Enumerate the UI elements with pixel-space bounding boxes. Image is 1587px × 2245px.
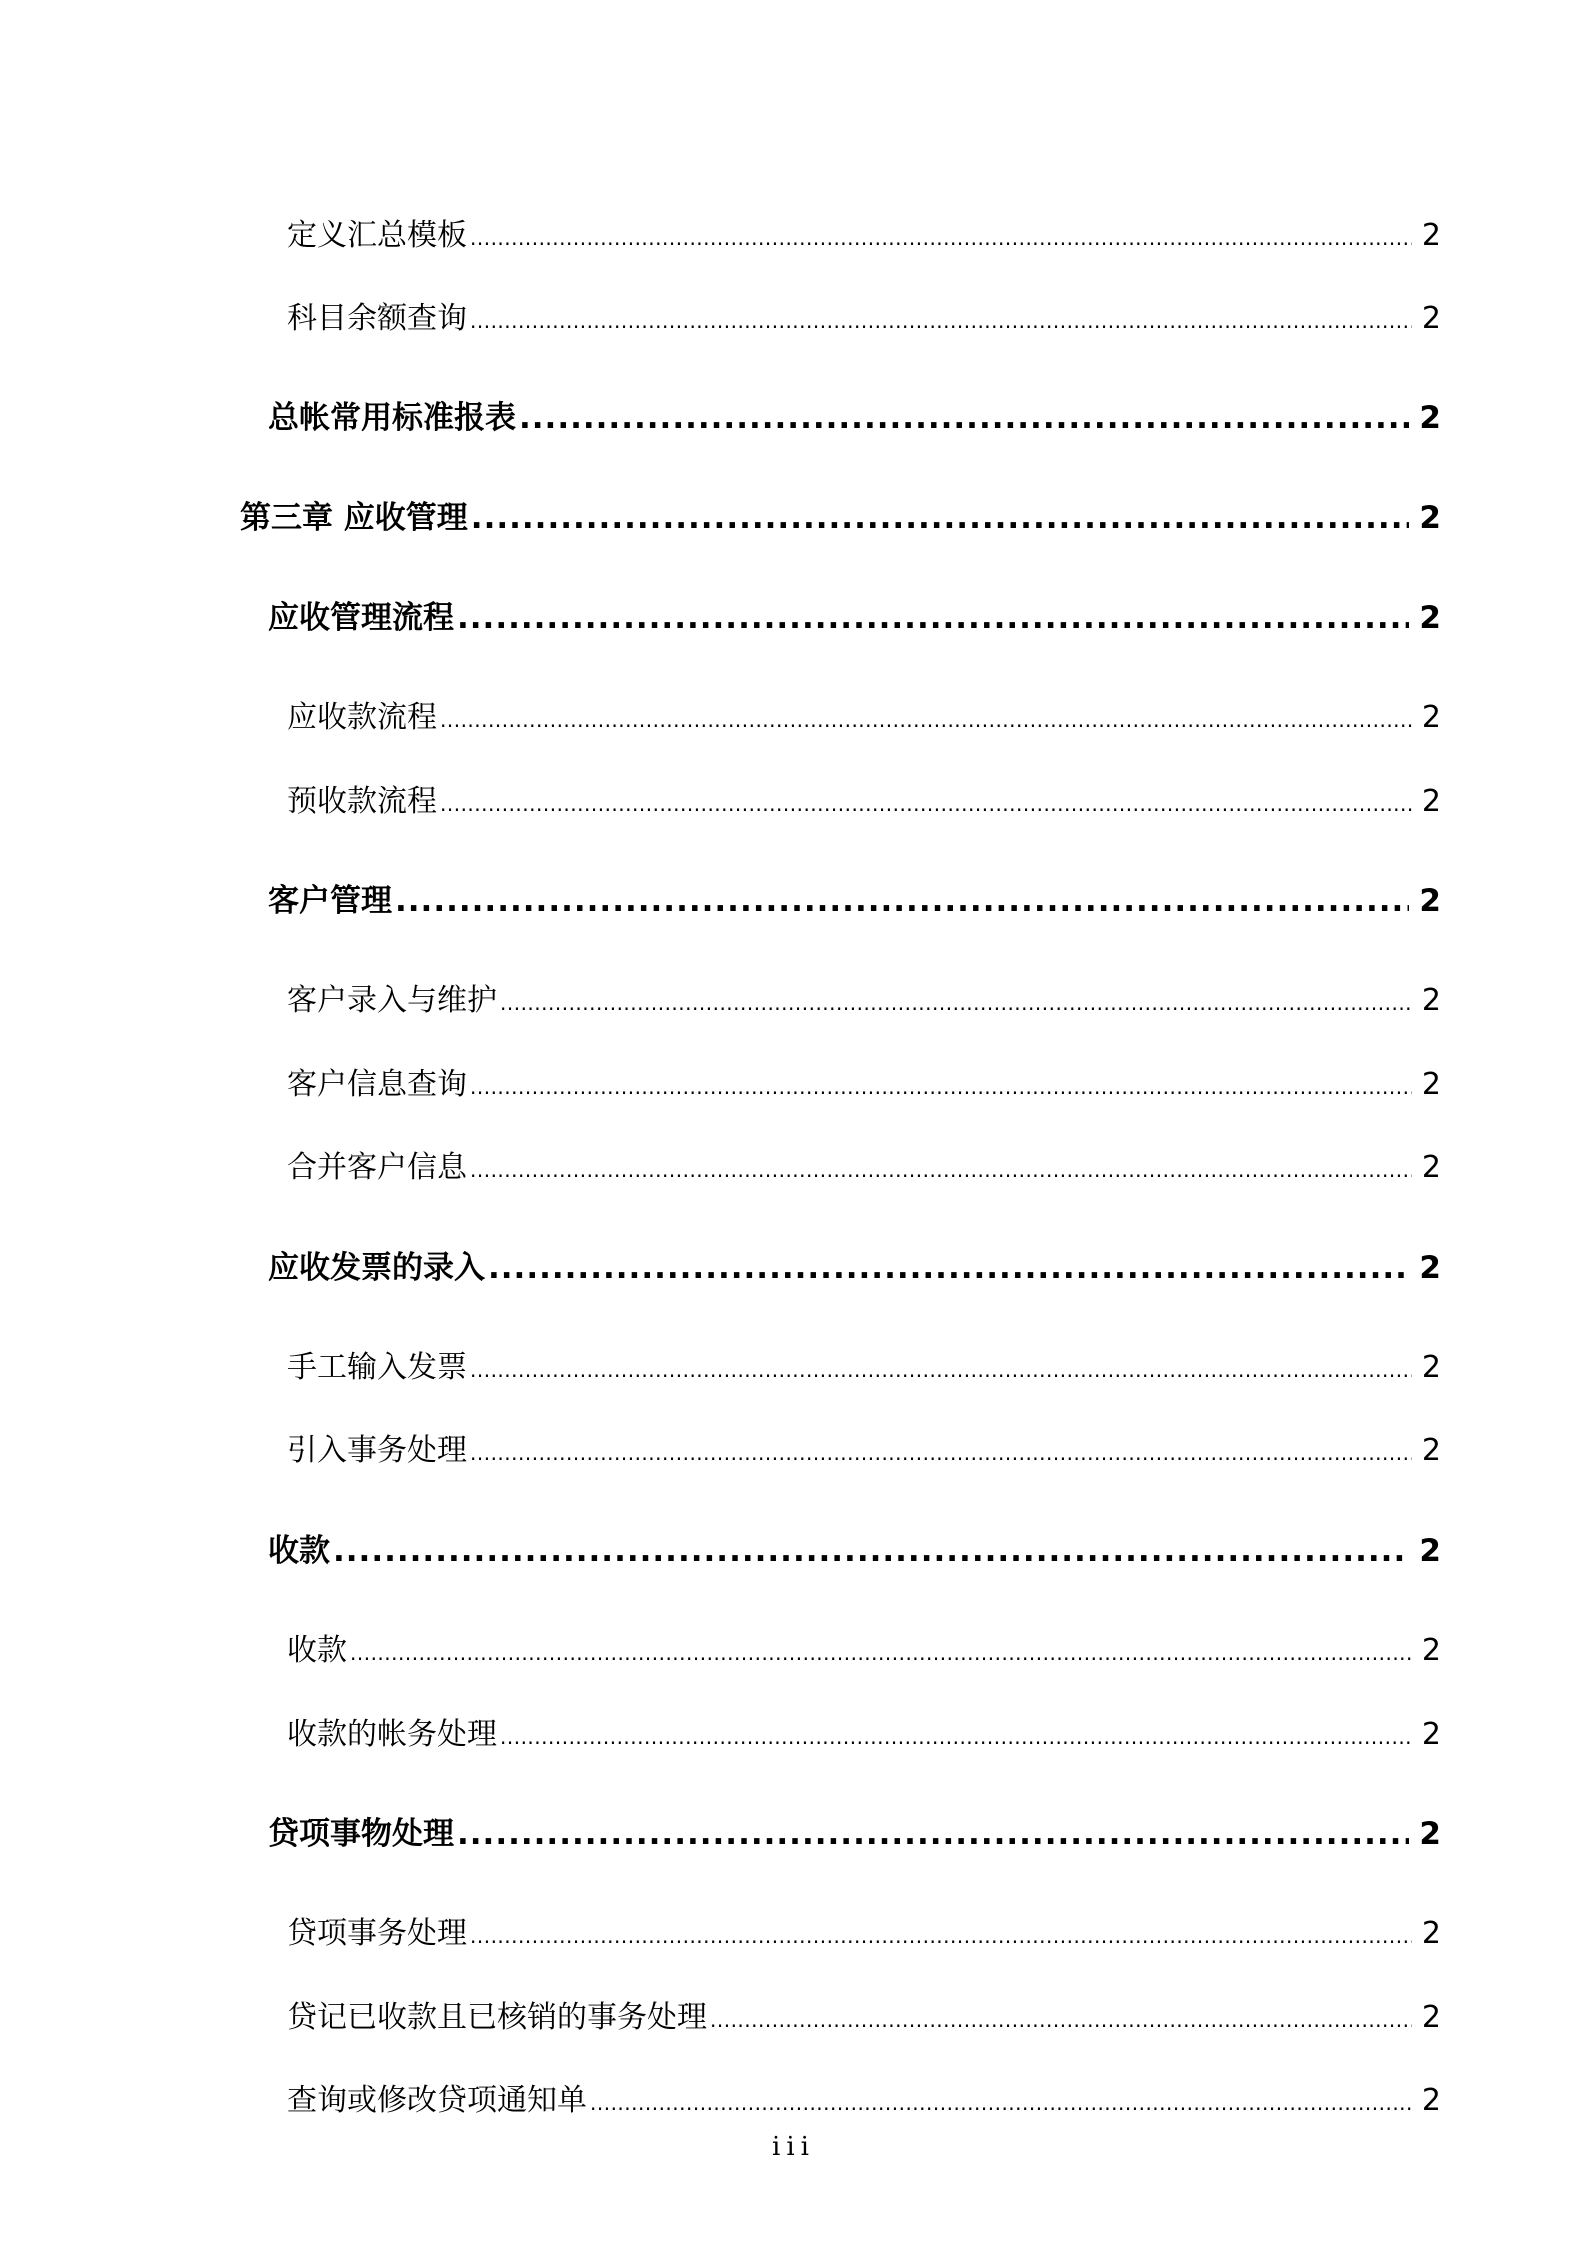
dot-leader bbox=[395, 883, 1409, 919]
toc-entry-page: 2 bbox=[1419, 1816, 1441, 1852]
toc-entry-label: 合并客户信息 bbox=[287, 1150, 467, 1185]
toc-entry[interactable] bbox=[287, 975, 1441, 1019]
toc-entry-page: 2 bbox=[1421, 700, 1441, 735]
toc-entry-label: 查询或修改贷项通知单 bbox=[287, 2083, 587, 2118]
toc-entry-page: 2 bbox=[1421, 1916, 1441, 1951]
dot-leader bbox=[488, 1250, 1409, 1286]
toc-entry-label: 应收管理流程 bbox=[268, 600, 454, 636]
toc-entry[interactable] bbox=[287, 776, 1441, 820]
toc-entry[interactable] bbox=[287, 1992, 1441, 2036]
toc-entry-label: 客户信息查询 bbox=[287, 1067, 467, 1102]
toc-entry[interactable] bbox=[287, 692, 1441, 736]
dot-leader bbox=[470, 1358, 1412, 1382]
dot-leader bbox=[710, 2008, 1412, 2032]
dot-leader bbox=[471, 500, 1410, 536]
toc-entry-label: 应收款流程 bbox=[287, 700, 437, 735]
toc-entry-label: 收款的帐务处理 bbox=[287, 1717, 497, 1752]
dot-leader bbox=[470, 1924, 1412, 1948]
toc-entry-label: 收款 bbox=[287, 1633, 347, 1668]
toc-entry-page: 2 bbox=[1421, 1150, 1441, 1185]
toc-entry-label: 收款 bbox=[268, 1533, 330, 1569]
toc-entry[interactable] bbox=[287, 2075, 1441, 2119]
toc-entry[interactable] bbox=[268, 592, 1441, 637]
dot-leader bbox=[457, 1816, 1409, 1852]
toc-entry-label: 第三章 应收管理 bbox=[240, 500, 468, 536]
dot-leader bbox=[470, 226, 1412, 250]
footer-page-number: iii bbox=[772, 2132, 815, 2162]
toc-entry-label: 客户录入与维护 bbox=[287, 983, 497, 1018]
toc-entry[interactable] bbox=[287, 1342, 1441, 1386]
toc-entry[interactable] bbox=[287, 1908, 1441, 1952]
toc-entry-page: 2 bbox=[1421, 1067, 1441, 1102]
dot-leader bbox=[590, 2091, 1412, 2115]
toc-entry[interactable] bbox=[287, 1059, 1441, 1103]
toc-entry[interactable] bbox=[287, 293, 1441, 337]
toc-entry[interactable] bbox=[287, 1425, 1441, 1469]
toc-entry-page: 2 bbox=[1421, 1350, 1441, 1385]
dot-leader bbox=[500, 1725, 1412, 1749]
toc-entry[interactable] bbox=[268, 392, 1441, 437]
toc-chapter-entry[interactable] bbox=[240, 492, 1441, 537]
dot-leader bbox=[470, 1441, 1412, 1465]
dot-leader bbox=[440, 708, 1412, 732]
toc-entry[interactable] bbox=[268, 1525, 1441, 1570]
toc-entry[interactable] bbox=[287, 210, 1441, 254]
dot-leader bbox=[440, 792, 1412, 816]
toc-entry-page: 2 bbox=[1419, 883, 1441, 919]
toc-entry-page: 2 bbox=[1421, 1433, 1441, 1468]
dot-leader bbox=[350, 1641, 1412, 1665]
toc-entry-page: 2 bbox=[1419, 1533, 1441, 1569]
toc-entry-label: 科目余额查询 bbox=[287, 301, 467, 336]
toc-entry-page: 2 bbox=[1421, 983, 1441, 1018]
dot-leader bbox=[457, 600, 1409, 636]
toc-entry-label: 贷项事物处理 bbox=[268, 1816, 454, 1852]
toc-entry-page: 2 bbox=[1421, 784, 1441, 819]
dot-leader bbox=[470, 1158, 1412, 1182]
toc-entry-page: 2 bbox=[1419, 600, 1441, 636]
toc-entry-page: 2 bbox=[1421, 2000, 1441, 2035]
toc-entry-label: 贷记已收款且已核销的事务处理 bbox=[287, 2000, 707, 2035]
toc-entry-page: 2 bbox=[1419, 500, 1441, 536]
toc-entry-page: 2 bbox=[1421, 1633, 1441, 1668]
toc-entry-page: 2 bbox=[1419, 1250, 1441, 1286]
dot-leader bbox=[519, 400, 1409, 436]
toc-entry[interactable] bbox=[268, 875, 1441, 920]
toc-entry[interactable] bbox=[287, 1142, 1441, 1186]
toc-entry-page: 2 bbox=[1421, 301, 1441, 336]
dot-leader bbox=[500, 991, 1412, 1015]
dot-leader bbox=[470, 309, 1412, 333]
toc-entry-label: 贷项事务处理 bbox=[287, 1916, 467, 1951]
toc-entry-page: 2 bbox=[1421, 2083, 1441, 2118]
dot-leader bbox=[333, 1533, 1409, 1569]
toc-entry-label: 应收发票的录入 bbox=[268, 1250, 485, 1286]
dot-leader bbox=[470, 1075, 1412, 1099]
toc-entry-label: 定义汇总模板 bbox=[287, 218, 467, 253]
toc-entry-label: 预收款流程 bbox=[287, 784, 437, 819]
toc-entry[interactable] bbox=[268, 1242, 1441, 1287]
toc-entry-label: 客户管理 bbox=[268, 883, 392, 919]
toc-entry[interactable] bbox=[287, 1625, 1441, 1669]
toc-entry-page: 2 bbox=[1421, 1717, 1441, 1752]
toc-entry-label: 总帐常用标准报表 bbox=[268, 400, 516, 436]
toc-entry[interactable] bbox=[268, 1808, 1441, 1853]
toc-entry-page: 2 bbox=[1421, 218, 1441, 253]
toc-entry[interactable] bbox=[287, 1709, 1441, 1753]
toc-entry-label: 引入事务处理 bbox=[287, 1433, 467, 1468]
toc-entry-page: 2 bbox=[1419, 400, 1441, 436]
toc-entry-label: 手工输入发票 bbox=[287, 1350, 467, 1385]
